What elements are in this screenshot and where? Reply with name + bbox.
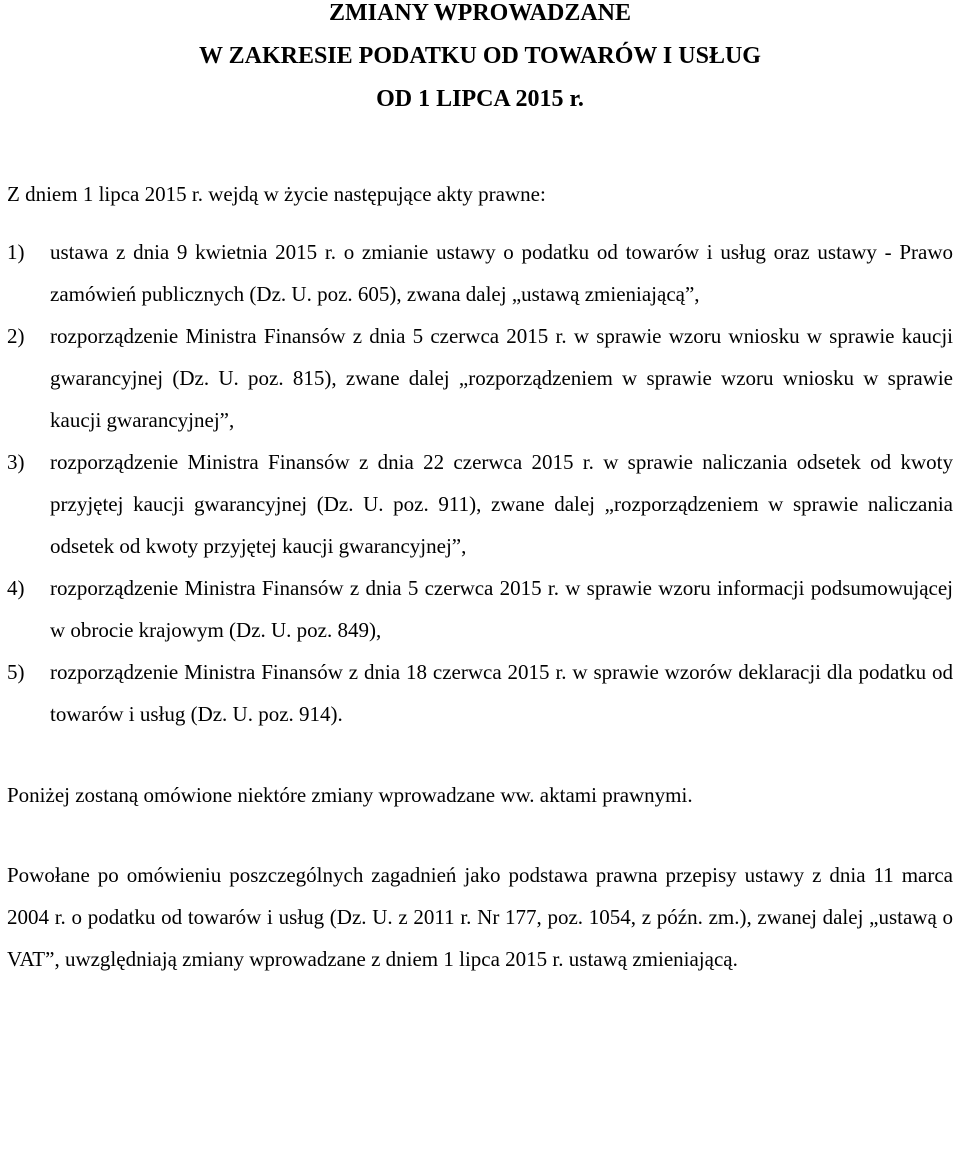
legal-basis-paragraph: Powołane po omówieniu poszczególnych zagadnień jako podstawa prawna przepisy ustawy z dnia 11 marca 2004 r. o podatku od towarów i usług (Dz. U. z 2011 r. Nr 177, poz. 1054, z późn. zm.), zwanej dalej „ustawą o VAT”, uwzględniają zmiany wprowadzane z dniem 1 lipca 2015 r. ustawą zmieniającą. xyxy=(7,863,953,971)
list-item xyxy=(7,441,953,567)
title-line-3: OD 1 LIPCA 2015 r. xyxy=(376,86,584,112)
list-item-number: 5) xyxy=(7,660,25,684)
list-item-number: 4) xyxy=(7,576,25,600)
list-item-number: 1) xyxy=(7,240,25,264)
list-item-number: 2) xyxy=(7,324,25,348)
intro-paragraph: Z dniem 1 lipca 2015 r. wejdą w życie następujące akty prawne: xyxy=(7,182,546,206)
title-line-2: W ZAKRESIE PODATKU OD TOWARÓW I USŁUG xyxy=(199,43,761,69)
list-item-number: 3) xyxy=(7,450,25,474)
title-line-1: ZMIANY WPROWADZANE xyxy=(328,0,631,26)
list-item-text: rozporządzenie Ministra Finansów z dnia 22 czerwca 2015 r. w sprawie naliczania odsetek od kwoty przyjętej kaucji gwarancyjnej (Dz. U. poz. 911), zwane dalej „rozporządzeniem w sprawie naliczania odsetek od kwoty przyjętej kaucji gwarancyjnej”, xyxy=(50,450,953,558)
acts-list xyxy=(7,231,953,735)
list-item-text: ustawa z dnia 9 kwietnia 2015 r. o zmianie ustawy o podatku od towarów i usług oraz ustawy - Prawo zamówień publicznych (Dz. U. poz. 605), zwana dalej „ustawą zmieniającą”, xyxy=(50,240,953,306)
list-item xyxy=(7,231,953,315)
list-item-text: rozporządzenie Ministra Finansów z dnia 5 czerwca 2015 r. w sprawie wzoru wniosku w sprawie kaucji gwarancyjnej (Dz. U. poz. 815), zwane dalej „rozporządzeniem w sprawie wzoru wniosku w sprawie kaucji gwarancyjnej”, xyxy=(50,324,953,432)
list-item xyxy=(7,651,953,735)
document-title xyxy=(7,0,953,121)
below-paragraph: Poniżej zostaną omówione niektóre zmiany wprowadzane ww. aktami prawnymi. xyxy=(7,783,693,807)
list-item xyxy=(7,567,953,651)
list-item xyxy=(7,315,953,441)
list-item-text: rozporządzenie Ministra Finansów z dnia 5 czerwca 2015 r. w sprawie wzoru informacji podsumowującej w obrocie krajowym (Dz. U. poz. 849), xyxy=(50,576,953,642)
list-item-text: rozporządzenie Ministra Finansów z dnia 18 czerwca 2015 r. w sprawie wzorów deklaracji dla podatku od towarów i usług (Dz. U. poz. 914). xyxy=(50,660,953,726)
